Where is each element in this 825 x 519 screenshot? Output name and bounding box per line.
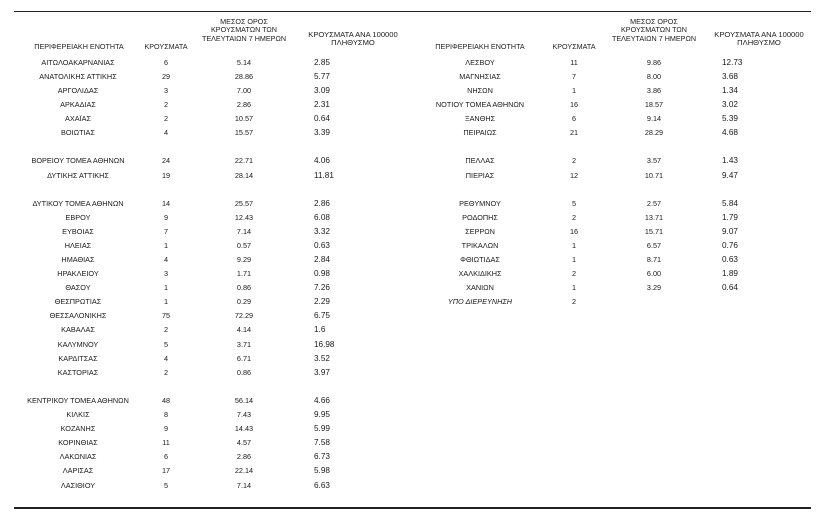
table-row (0, 268, 825, 280)
cases-cell: 1 (571, 241, 577, 250)
per100k-cell: 1.89 (722, 269, 738, 278)
region-name-cell: ΑΡΓΟΛΙΔΑΣ (57, 86, 99, 95)
region-name-cell: ΠΙΕΡΙΑΣ (465, 171, 495, 180)
table-row (0, 296, 825, 308)
per100k-cell: 1.79 (722, 213, 738, 222)
table-row (0, 226, 825, 238)
avg-cell: 8.00 (646, 72, 662, 81)
avg-cell: 6.71 (236, 354, 252, 363)
avg-cell: 10.71 (644, 171, 664, 180)
table-row (0, 480, 825, 492)
per100k-cell: 3.52 (314, 354, 330, 363)
per100k-cell: 4.06 (314, 156, 330, 165)
avg-cell: 25.57 (234, 199, 254, 208)
per100k-cell: 0.64 (722, 283, 738, 292)
cases-cell: 21 (569, 128, 579, 137)
region-name-cell: ΝΗΣΩΝ (467, 86, 493, 95)
table-row (0, 113, 825, 125)
avg-cell: 4.57 (236, 438, 252, 447)
region-name-cell: ΘΕΣΠΡΩΤΙΑΣ (54, 297, 102, 306)
cases-cell: 2 (571, 213, 577, 222)
per100k-cell: 2.84 (314, 255, 330, 264)
region-name-cell: ΧΑΝΙΩΝ (466, 283, 494, 292)
cases-cell: 9 (163, 213, 169, 222)
region-name-cell: ΜΑΓΝΗΣΙΑΣ (459, 72, 501, 81)
region-name-cell: ΠΕΛΛΑΣ (465, 156, 495, 165)
per100k-cell: 3.39 (314, 128, 330, 137)
table-row (0, 170, 825, 182)
left-header-avg-line-1: ΜΕΣΟΣ ΟΡΟΣ (220, 17, 268, 26)
avg-cell: 15.57 (234, 128, 254, 137)
per100k-cell: 11.81 (314, 171, 334, 180)
per100k-cell: 3.32 (314, 227, 330, 236)
avg-cell: 2.86 (236, 452, 252, 461)
avg-cell: 9.14 (646, 114, 662, 123)
table-row (0, 395, 825, 407)
cases-cell: 16 (569, 100, 579, 109)
per100k-cell: 12.73 (722, 58, 743, 67)
region-name-cell: ΝΟΤΙΟΥ ΤΟΜΕΑ ΑΘΗΝΩΝ (435, 100, 525, 109)
avg-cell: 18.57 (644, 100, 664, 109)
cases-cell: 2 (163, 325, 169, 334)
per100k-cell: 9.47 (722, 171, 738, 180)
table-row (0, 339, 825, 351)
per100k-cell: 1.34 (722, 86, 738, 95)
avg-cell: 0.86 (236, 368, 252, 377)
avg-cell: 14.43 (234, 424, 254, 433)
region-name-cell: ΑΧΑΪΑΣ (64, 114, 91, 123)
region-name-cell: ΛΑΣΙΘΙΟΥ (60, 481, 96, 490)
region-name-cell: ΤΡΙΚΑΛΩΝ (461, 241, 499, 250)
per100k-cell: 3.09 (314, 86, 330, 95)
cases-cell: 4 (163, 354, 169, 363)
region-name-cell: ΔΥΤΙΚΟΥ ΤΟΜΕΑ ΑΘΗΝΩΝ (32, 199, 124, 208)
avg-cell: 12.43 (234, 213, 254, 222)
region-name-cell: ΑΡΚΑΔΙΑΣ (60, 100, 96, 109)
per100k-cell: 2.29 (314, 297, 330, 306)
per100k-cell: 0.63 (314, 241, 330, 250)
right-header-per100k-line-2: ΠΛΗΘΥΣΜΟ (737, 38, 781, 48)
region-name-cell: ΚΟΡΙΝΘΙΑΣ (58, 438, 98, 447)
avg-cell: 0.57 (236, 241, 252, 250)
per100k-cell: 7.58 (314, 438, 330, 447)
avg-cell: 2.86 (236, 100, 252, 109)
avg-cell: 7.14 (236, 227, 252, 236)
cases-cell: 2 (163, 114, 169, 123)
cases-cell: 5 (163, 340, 169, 349)
table-row (0, 155, 825, 167)
table-row (0, 409, 825, 421)
cases-cell: 6 (163, 58, 169, 67)
region-name-cell: ΠΕΙΡΑΙΩΣ (463, 128, 497, 137)
table-row (0, 99, 825, 111)
region-name-cell: ΡΟΔΟΠΗΣ (462, 213, 498, 222)
right-header-per100k (705, 31, 813, 48)
table-row (0, 367, 825, 379)
region-name-cell: ΒΟΙΩΤΙΑΣ (61, 128, 95, 137)
per100k-cell: 2.31 (314, 100, 330, 109)
avg-cell: 6.57 (646, 241, 662, 250)
cases-cell: 1 (163, 283, 169, 292)
per100k-cell: 0.64 (314, 114, 330, 123)
per100k-cell: 0.63 (722, 255, 738, 264)
per100k-cell: 0.76 (722, 241, 738, 250)
region-name-cell: ΔΥΤΙΚΗΣ ΑΤΤΙΚΗΣ (47, 171, 109, 180)
region-name-cell: ΚΙΛΚΙΣ (66, 410, 90, 419)
avg-cell: 8.71 (646, 255, 662, 264)
right-header-avg-line-2: ΚΡΟΥΣΜΑΤΩΝ ΤΩΝ (621, 25, 687, 35)
cases-cell: 4 (163, 255, 169, 264)
per100k-cell: 3.02 (722, 100, 738, 109)
region-name-cell: ΒΟΡΕΙΟΥ ΤΟΜΕΑ ΑΘΗΝΩΝ (31, 156, 125, 165)
avg-cell: 3.57 (646, 156, 662, 165)
region-name-cell: ΚΟΖΑΝΗΣ (60, 424, 96, 433)
cases-cell: 12 (569, 171, 579, 180)
region-name-cell: ΑΝΑΤΟΛΙΚΗΣ ΑΤΤΙΚΗΣ (39, 72, 117, 81)
avg-cell: 9.29 (236, 255, 252, 264)
avg-cell: 3.71 (236, 340, 252, 349)
avg-cell: 9.86 (646, 58, 662, 67)
cases-cell: 3 (163, 269, 169, 278)
bottom-rule (14, 507, 811, 509)
region-name-cell: ΘΕΣΣΑΛΟΝΙΚΗΣ (49, 311, 107, 320)
region-name-cell: ΚΑΒΑΛΑΣ (61, 325, 95, 334)
left-header-per100k-line-2: ΠΛΗΘΥΣΜΟ (331, 38, 375, 48)
per100k-cell: 5.99 (314, 424, 330, 433)
cases-cell: 6 (571, 114, 577, 123)
per100k-cell: 6.08 (314, 213, 330, 222)
table-row (0, 451, 825, 463)
per100k-cell: 1.6 (314, 325, 326, 334)
per100k-cell: 2.85 (314, 58, 330, 67)
table-row (0, 324, 825, 336)
region-name-cell: ΣΕΡΡΩΝ (465, 227, 495, 236)
avg-cell: 3.29 (646, 283, 662, 292)
cases-cell: 7 (163, 227, 169, 236)
table-row (0, 423, 825, 435)
cases-cell: 24 (161, 156, 171, 165)
avg-cell: 15.71 (644, 227, 664, 236)
region-name-cell: ΚΑΛΥΜΝΟΥ (57, 340, 99, 349)
left-header-per100k-line-1: ΚΡΟΥΣΜΑΤΑ ΑΝΑ 100000 (308, 30, 398, 39)
region-name-cell: ΗΜΑΘΙΑΣ (61, 255, 95, 264)
cases-cell: 3 (163, 86, 169, 95)
per100k-cell: 5.98 (314, 466, 330, 475)
per100k-cell: 9.07 (722, 227, 738, 236)
avg-cell: 5.14 (236, 58, 252, 67)
per100k-cell: 1.43 (722, 156, 738, 165)
cases-cell: 1 (571, 255, 577, 264)
avg-cell: 0.86 (236, 283, 252, 292)
table-row (0, 240, 825, 252)
left-header-per100k (300, 31, 406, 48)
cases-cell: 1 (571, 283, 577, 292)
cases-cell: 8 (163, 410, 169, 419)
table-row (0, 282, 825, 294)
cases-cell: 2 (163, 368, 169, 377)
avg-cell: 22.71 (234, 156, 254, 165)
cases-cell: 9 (163, 424, 169, 433)
table-row (0, 127, 825, 139)
avg-cell: 0.29 (236, 297, 252, 306)
per100k-cell: 5.39 (722, 114, 738, 123)
cases-cell: 19 (161, 171, 171, 180)
region-name-cell: ΗΡΑΚΛΕΙΟΥ (57, 269, 99, 278)
region-name-cell: ΑΙΤΩΛΟΑΚΑΡΝΑΝΙΑΣ (41, 58, 115, 67)
cases-cell: 6 (163, 452, 169, 461)
cases-cell: 17 (161, 466, 171, 475)
cases-cell: 11 (162, 438, 170, 447)
per100k-cell: 0.98 (314, 269, 330, 278)
region-name-cell: ΛΑΚΩΝΙΑΣ (59, 452, 97, 461)
avg-cell: 72.29 (234, 311, 254, 320)
avg-cell: 4.14 (236, 325, 252, 334)
per100k-cell: 3.97 (314, 368, 330, 377)
cases-cell: 1 (163, 241, 169, 250)
cases-cell: 48 (161, 396, 171, 405)
right-header-cases: ΚΡΟΥΣΜΑΤΑ (552, 42, 596, 51)
region-name-cell: ΚΕΝΤΡΙΚΟΥ ΤΟΜΕΑ ΑΘΗΝΩΝ (27, 396, 129, 405)
table-row (0, 57, 825, 69)
avg-cell: 28.29 (644, 128, 664, 137)
per100k-cell: 6.63 (314, 481, 330, 490)
region-name-cell: ΛΕΣΒΟΥ (465, 58, 495, 67)
avg-cell: 56.14 (234, 396, 254, 405)
region-name-cell: ΧΑΛΚΙΔΙΚΗΣ (458, 269, 502, 278)
per100k-cell: 4.66 (314, 396, 330, 405)
avg-cell: 22.14 (234, 466, 254, 475)
per100k-cell: 3.68 (722, 72, 738, 81)
region-name-cell: ΗΛΕΙΑΣ (64, 241, 92, 250)
cases-cell: 11 (570, 58, 578, 67)
cases-cell: 75 (161, 311, 171, 320)
per100k-cell: 6.73 (314, 452, 330, 461)
cases-cell: 16 (569, 227, 579, 236)
avg-cell: 6.00 (646, 269, 662, 278)
region-name-cell: ΕΒΡΟΥ (65, 213, 91, 222)
per100k-cell: 7.26 (314, 283, 330, 292)
per100k-cell: 16.98 (314, 340, 335, 349)
left-header-avg-line-3: ΤΕΛΕΥΤΑΙΩΝ 7 ΗΜΕΡΩΝ (201, 33, 287, 43)
cases-cell: 5 (163, 481, 169, 490)
right-header-region: ΠΕΡΙΦΕΡΕΙΑΚΗ ΕΝΟΤΗΤΑ (435, 42, 525, 51)
avg-cell: 7.43 (236, 410, 252, 419)
avg-cell: 7.14 (236, 481, 252, 490)
cases-cell: 5 (571, 199, 577, 208)
cases-cell: 29 (161, 72, 171, 81)
table-row (0, 85, 825, 97)
left-header-avg (198, 18, 290, 43)
left-header-avg-line-2: ΚΡΟΥΣΜΑΤΩΝ ΤΩΝ (211, 25, 277, 35)
table-row (0, 198, 825, 210)
cases-cell: 14 (161, 199, 171, 208)
region-name-cell: ΘΑΣΟΥ (65, 283, 91, 292)
region-name-cell: ΞΑΝΘΗΣ (464, 114, 496, 123)
region-name-cell: ΥΠΟ ΔΙΕΡΕΥΝΗΣΗ (447, 297, 513, 306)
per100k-cell: 4.68 (722, 128, 738, 137)
region-name-cell: ΡΕΘΥΜΝΟΥ (459, 199, 501, 208)
table-row (0, 437, 825, 449)
left-header-cases: ΚΡΟΥΣΜΑΤΑ (144, 42, 188, 51)
cases-cell: 2 (571, 269, 577, 278)
avg-cell: 10.57 (234, 114, 254, 123)
avg-cell: 3.86 (646, 86, 662, 95)
table-row (0, 353, 825, 365)
right-header-avg-line-1: ΜΕΣΟΣ ΟΡΟΣ (630, 17, 678, 26)
table-row (0, 310, 825, 322)
cases-cell: 1 (571, 86, 577, 95)
per100k-cell: 5.84 (722, 199, 738, 208)
left-header-region: ΠΕΡΙΦΕΡΕΙΑΚΗ ΕΝΟΤΗΤΑ (34, 42, 124, 51)
cases-cell: 2 (571, 156, 577, 165)
per100k-cell: 5.77 (314, 72, 330, 81)
right-header-avg (606, 18, 702, 43)
cases-cell: 1 (163, 297, 169, 306)
cases-cell: 7 (571, 72, 577, 81)
avg-cell: 13.71 (644, 213, 664, 222)
region-name-cell: ΦΘΙΩΤΙΔΑΣ (460, 255, 500, 264)
per100k-cell: 6.75 (314, 311, 330, 320)
cases-cell: 2 (571, 297, 577, 306)
right-header-avg-line-3: ΤΕΛΕΥΤΑΙΩΝ 7 ΗΜΕΡΩΝ (611, 33, 697, 43)
per100k-cell: 9.95 (314, 410, 330, 419)
avg-cell: 1.71 (236, 269, 252, 278)
per100k-cell: 2.86 (314, 199, 330, 208)
table-row (0, 212, 825, 224)
table-row (0, 465, 825, 477)
cases-cell: 2 (163, 100, 169, 109)
top-rule (14, 11, 811, 12)
region-name-cell: ΕΥΒΟΙΑΣ (62, 227, 94, 236)
table-row (0, 254, 825, 266)
region-name-cell: ΚΑΣΤΟΡΙΑΣ (57, 368, 99, 377)
cases-cell: 4 (163, 128, 169, 137)
region-name-cell: ΚΑΡΔΙΤΣΑΣ (58, 354, 98, 363)
avg-cell: 28.86 (234, 72, 254, 81)
avg-cell: 28.14 (234, 171, 254, 180)
table-row (0, 71, 825, 83)
right-header-per100k-line-1: ΚΡΟΥΣΜΑΤΑ ΑΝΑ 100000 (714, 30, 804, 39)
region-name-cell: ΛΑΡΙΣΑΣ (62, 466, 94, 475)
avg-cell: 2.57 (646, 199, 662, 208)
avg-cell: 7.00 (236, 86, 252, 95)
